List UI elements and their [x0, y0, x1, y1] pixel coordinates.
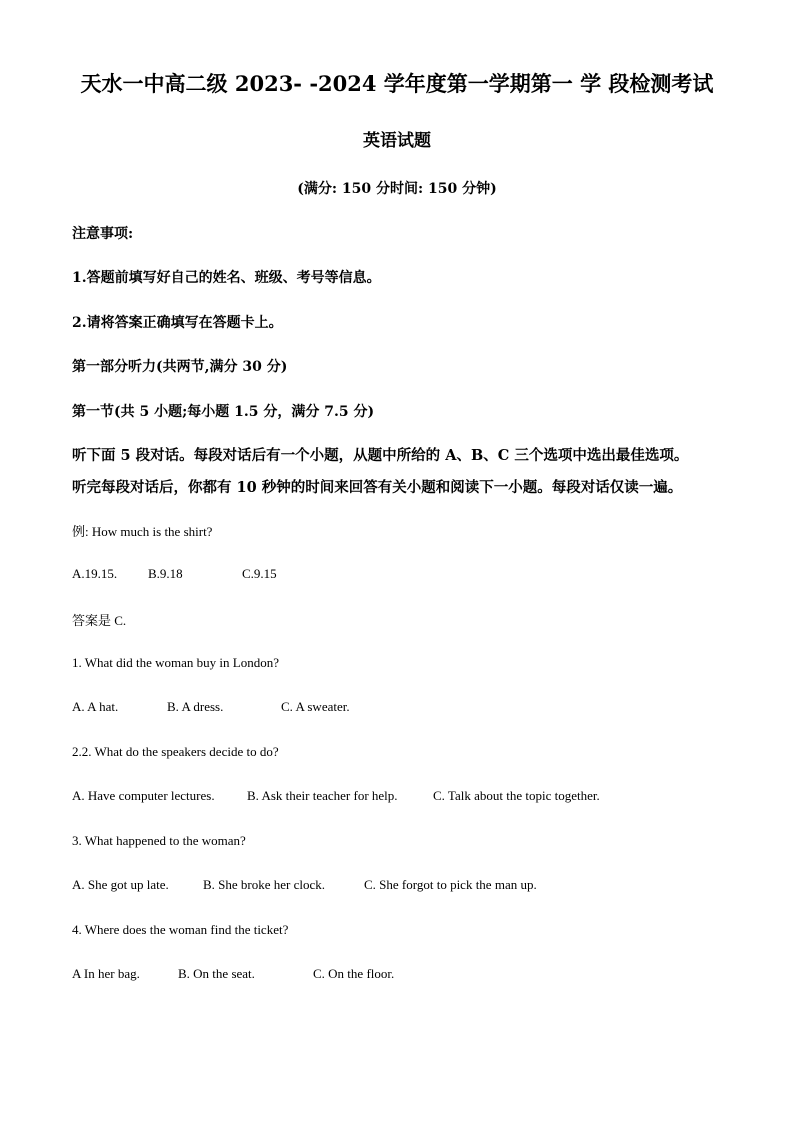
question-option-b: B. She broke her clock. — [203, 877, 326, 892]
notice-heading: 注意事项: — [72, 226, 134, 242]
question-option-b: B. A dress. — [167, 699, 224, 714]
question-option-a: A. A hat. — [72, 699, 119, 714]
section1-heading: 第一节(共 5 小题;每小题 1.5 分，满分 7.5 分) — [72, 404, 375, 420]
question-option-c: C. She forgot to pick the man up. — [364, 877, 537, 892]
notice-item: 1.答题前填写好自己的姓名、班级、考号等信息。 — [72, 270, 381, 286]
question-text: 1. What did the woman buy in London? — [72, 655, 280, 670]
score-info: (满分: 150 分时间: 150 分钟) — [297, 181, 497, 197]
part1-heading: 第一部分听力(共两节,满分 30 分) — [72, 359, 288, 375]
example-option-a: A.19.15. — [72, 566, 118, 581]
example-option-c: C.9.15 — [242, 566, 277, 581]
example-answer: 答案是 C. — [72, 613, 127, 628]
question-option-b: B. Ask their teacher for help. — [247, 788, 398, 803]
question-option-a: A. Have computer lectures. — [72, 788, 215, 803]
example-option-b: B.9.18 — [148, 566, 183, 581]
exam-title: 天水一中高二级 2023- -2024 学年度第一学期第一 学 段检测考试 — [80, 71, 714, 96]
example-question: 例: How much is the shirt? — [72, 524, 213, 539]
exam-subtitle: 英语试题 — [363, 131, 431, 151]
question-option-c: C. A sweater. — [281, 699, 350, 714]
notice-item: 2.请将答案正确填写在答题卡上。 — [72, 315, 283, 331]
question-option-c: C. Talk about the topic together. — [433, 788, 600, 803]
question-option-b: B. On the seat. — [178, 966, 255, 981]
question-option-a: A. She got up late. — [72, 877, 169, 892]
question-option-c: C. On the floor. — [313, 966, 395, 981]
question-text: 4. Where does the woman find the ticket? — [72, 922, 289, 937]
question-text: 3. What happened to the woman? — [72, 833, 246, 848]
question-option-a: A In her bag. — [72, 966, 140, 981]
question-text: 2.2. What do the speakers decide to do? — [72, 744, 279, 759]
instruction-line: 听下面 5 段对话。每段对话后有一个小题，从题中所给的 A、B、C 三个选项中选出最佳选项。 — [72, 447, 689, 464]
instruction-line: 听完每段对话后，你都有 10 秒钟的时间来回答有关小题和阅读下一小题。每段对话仅读一遍。 — [72, 479, 683, 496]
